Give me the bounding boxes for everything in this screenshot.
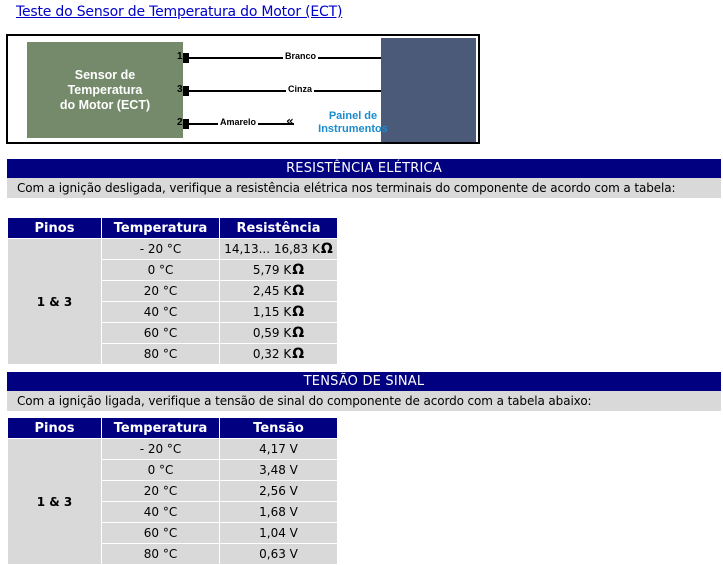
resistance-cell bbox=[220, 323, 338, 344]
wire-label: Amarelo bbox=[220, 117, 257, 127]
resistance-cell bbox=[220, 260, 338, 281]
temperature-cell: 60 °C bbox=[102, 523, 220, 544]
col-header-voltage: Tensão bbox=[220, 418, 338, 439]
resistance-heading: RESISTÊNCIA ELÉTRICA bbox=[7, 159, 721, 178]
resistance-table bbox=[7, 217, 338, 365]
resistance-cell bbox=[220, 302, 338, 323]
sensor-block bbox=[27, 42, 183, 138]
voltage-cell: 1,04 V bbox=[220, 523, 338, 544]
voltage-cell: 4,17 V bbox=[220, 439, 338, 460]
resistance-value: 0,59 K bbox=[252, 326, 292, 340]
ohm-symbol: Ω bbox=[320, 241, 333, 257]
open-end-chevrons-icon: « bbox=[286, 114, 294, 128]
pins-cell: 1 & 3 bbox=[8, 239, 102, 365]
resistance-cell bbox=[220, 281, 338, 302]
voltage-table bbox=[7, 417, 338, 565]
col-header-temperature: Temperatura bbox=[102, 218, 220, 239]
ohm-symbol: Ω bbox=[292, 262, 305, 278]
table-header-row bbox=[8, 418, 338, 439]
ohm-symbol: Ω bbox=[292, 283, 305, 299]
table-header-row bbox=[8, 218, 338, 239]
table-row bbox=[8, 439, 338, 460]
col-header-resistance: Resistência bbox=[220, 218, 338, 239]
col-header-temperature: Temperatura bbox=[102, 418, 220, 439]
wiring-diagram bbox=[6, 34, 480, 144]
voltage-cell: 2,56 V bbox=[220, 481, 338, 502]
resistance-cell bbox=[220, 344, 338, 365]
sensor-label-line: do Motor (ECT) bbox=[59, 97, 151, 112]
ohm-symbol: Ω bbox=[292, 325, 305, 341]
panel-label bbox=[308, 110, 398, 136]
sensor-label-line: Sensor de bbox=[74, 67, 136, 82]
temperature-cell: 20 °C bbox=[102, 481, 220, 502]
wire-label: Cinza bbox=[288, 84, 313, 94]
pins-cell: 1 & 3 bbox=[8, 439, 102, 565]
temperature-cell: 40 °C bbox=[102, 502, 220, 523]
temperature-cell: 60 °C bbox=[102, 323, 220, 344]
voltage-cell: 3,48 V bbox=[220, 460, 338, 481]
resistance-value: 5,79 K bbox=[252, 263, 292, 277]
panel-label-line: Painel de bbox=[328, 110, 378, 122]
temperature-cell: - 20 °C bbox=[102, 439, 220, 460]
panel-label-line: Instrumentos bbox=[318, 123, 388, 135]
ohm-symbol: Ω bbox=[292, 304, 305, 320]
temperature-cell: 0 °C bbox=[102, 460, 220, 481]
temperature-cell: 20 °C bbox=[102, 281, 220, 302]
pin-number: 3 bbox=[177, 84, 183, 95]
table-row bbox=[8, 239, 338, 260]
temperature-cell: - 20 °C bbox=[102, 239, 220, 260]
sensor-label-line: Temperatura bbox=[67, 82, 143, 97]
col-header-pins: Pinos bbox=[8, 218, 102, 239]
pin-number: 2 bbox=[177, 117, 183, 128]
ohm-symbol: Ω bbox=[292, 346, 305, 362]
voltage-cell: 1,68 V bbox=[220, 502, 338, 523]
temperature-cell: 80 °C bbox=[102, 544, 220, 565]
resistance-value: 0,32 K bbox=[252, 347, 292, 361]
voltage-heading: TENSÃO DE SINAL bbox=[7, 372, 721, 391]
wire-label: Branco bbox=[285, 51, 317, 61]
resistance-value: 14,13... 16,83 K bbox=[224, 242, 320, 256]
resistance-value: 2,45 K bbox=[252, 284, 292, 298]
page-title-link[interactable]: Teste do Sensor de Temperatura do Motor (ECT) bbox=[16, 4, 343, 20]
voltage-note: Com a ignição ligada, verifique a tensão de sinal do componente de acordo com a tabela abaixo: bbox=[7, 391, 721, 411]
pin-number: 1 bbox=[177, 51, 183, 62]
temperature-cell: 0 °C bbox=[102, 260, 220, 281]
voltage-cell: 0,63 V bbox=[220, 544, 338, 565]
temperature-cell: 40 °C bbox=[102, 302, 220, 323]
resistance-note: Com a ignição desligada, verifique a resistência elétrica nos terminais do componente de acordo com a tabela: bbox=[7, 178, 721, 198]
resistance-value: 1,15 K bbox=[252, 305, 292, 319]
temperature-cell: 80 °C bbox=[102, 344, 220, 365]
col-header-pins: Pinos bbox=[8, 418, 102, 439]
resistance-cell bbox=[220, 239, 338, 260]
